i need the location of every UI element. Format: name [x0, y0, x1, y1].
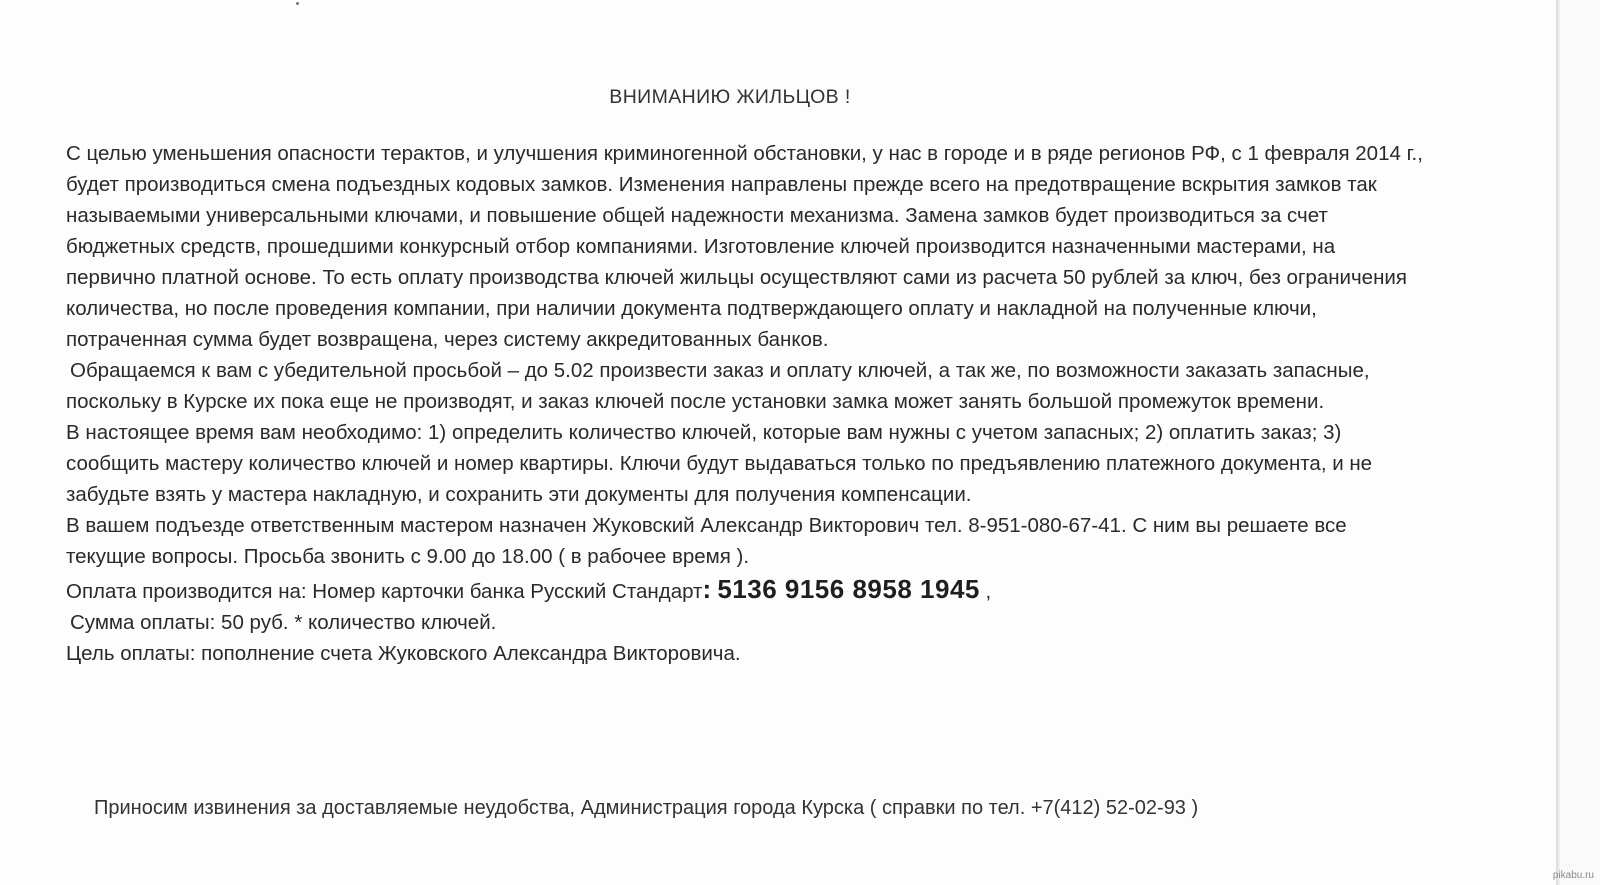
paragraph-master: В вашем подъезде ответственным мастером назначен Жуковский Александр Викторович тел. 8-951-080-67-41. С ним вы решаете все текущие вопросы. Просьба звонить с 9.00 до 18.00 ( в рабочее время ).	[66, 514, 1347, 568]
site-watermark: pikabu.ru	[1552, 870, 1594, 881]
payment-sum: Сумма оплаты: 50 руб. * количество ключей.	[70, 611, 497, 634]
notice-title: ВНИМАНИЮ ЖИЛЬЦОВ !	[609, 86, 851, 108]
payment-suffix: ,	[979, 580, 992, 603]
payment-line	[66, 574, 1426, 607]
payment-purpose: Цель оплаты: пополнение счета Жуковского Александра Викторовича.	[66, 642, 741, 665]
payment-colon: :	[702, 574, 712, 604]
card-number: 5136 9156 8958 1945	[717, 574, 980, 604]
speck-mark	[296, 2, 299, 5]
payment-prefix: Оплата производится на: Номер карточки банка Русский Стандарт	[66, 580, 703, 603]
paragraph-request: Обращаемся к вам с убедительной просьбой – до 5.02 произвести заказ и оплату ключей, а так же, по возможности заказать запасные, поскольку в Курске их пока еще не производят, и заказ ключей после установки замка может занять большой промежуток времени.	[66, 359, 1370, 413]
scan-margin	[1560, 0, 1600, 885]
paragraph-intro: С целью уменьшения опасности терактов, и улучшения криминогенной обстановки, у нас в городе и в ряде регионов РФ, с 1 февраля 2014 г., будет производиться смена подъездных кодовых замков. Изменения направлены прежде всего на предотвращение вскрытия замков так называемыми универсальными ключами, и повышение общей надежности механизма. Замена замков будет производиться за счет бюджетных средств, прошедшими конкурсный отбор компаниями. Изготовление ключей производится назначенными мастерами, на первично платной основе. То есть оплату производства ключей жильцы осуществляют сами из расчета 50 рублей за ключ, без ограничения количества, но после проведения компании, при наличии документа подтверждающего оплату и накладной на полученные ключи, потраченная сумма будет возвращена, через систему аккредитованных банков.	[66, 142, 1423, 351]
notice-body	[66, 138, 1426, 669]
paragraph-steps: В настоящее время вам необходимо: 1) определить количество ключей, которые вам нужны с учетом запасных; 2) оплатить заказ; 3) сообщить мастеру количество ключей и номер квартиры. Ключи будут выдаваться только по предъявлению платежного документа, и не забудьте взять у мастера накладную, и сохранить эти документы для получения компенсации.	[66, 421, 1373, 506]
notice-footer: Приносим извинения за доставляемые неудобства, Администрация города Курска ( справки по тел. +7(412) 52-02-93 )	[94, 797, 1199, 819]
